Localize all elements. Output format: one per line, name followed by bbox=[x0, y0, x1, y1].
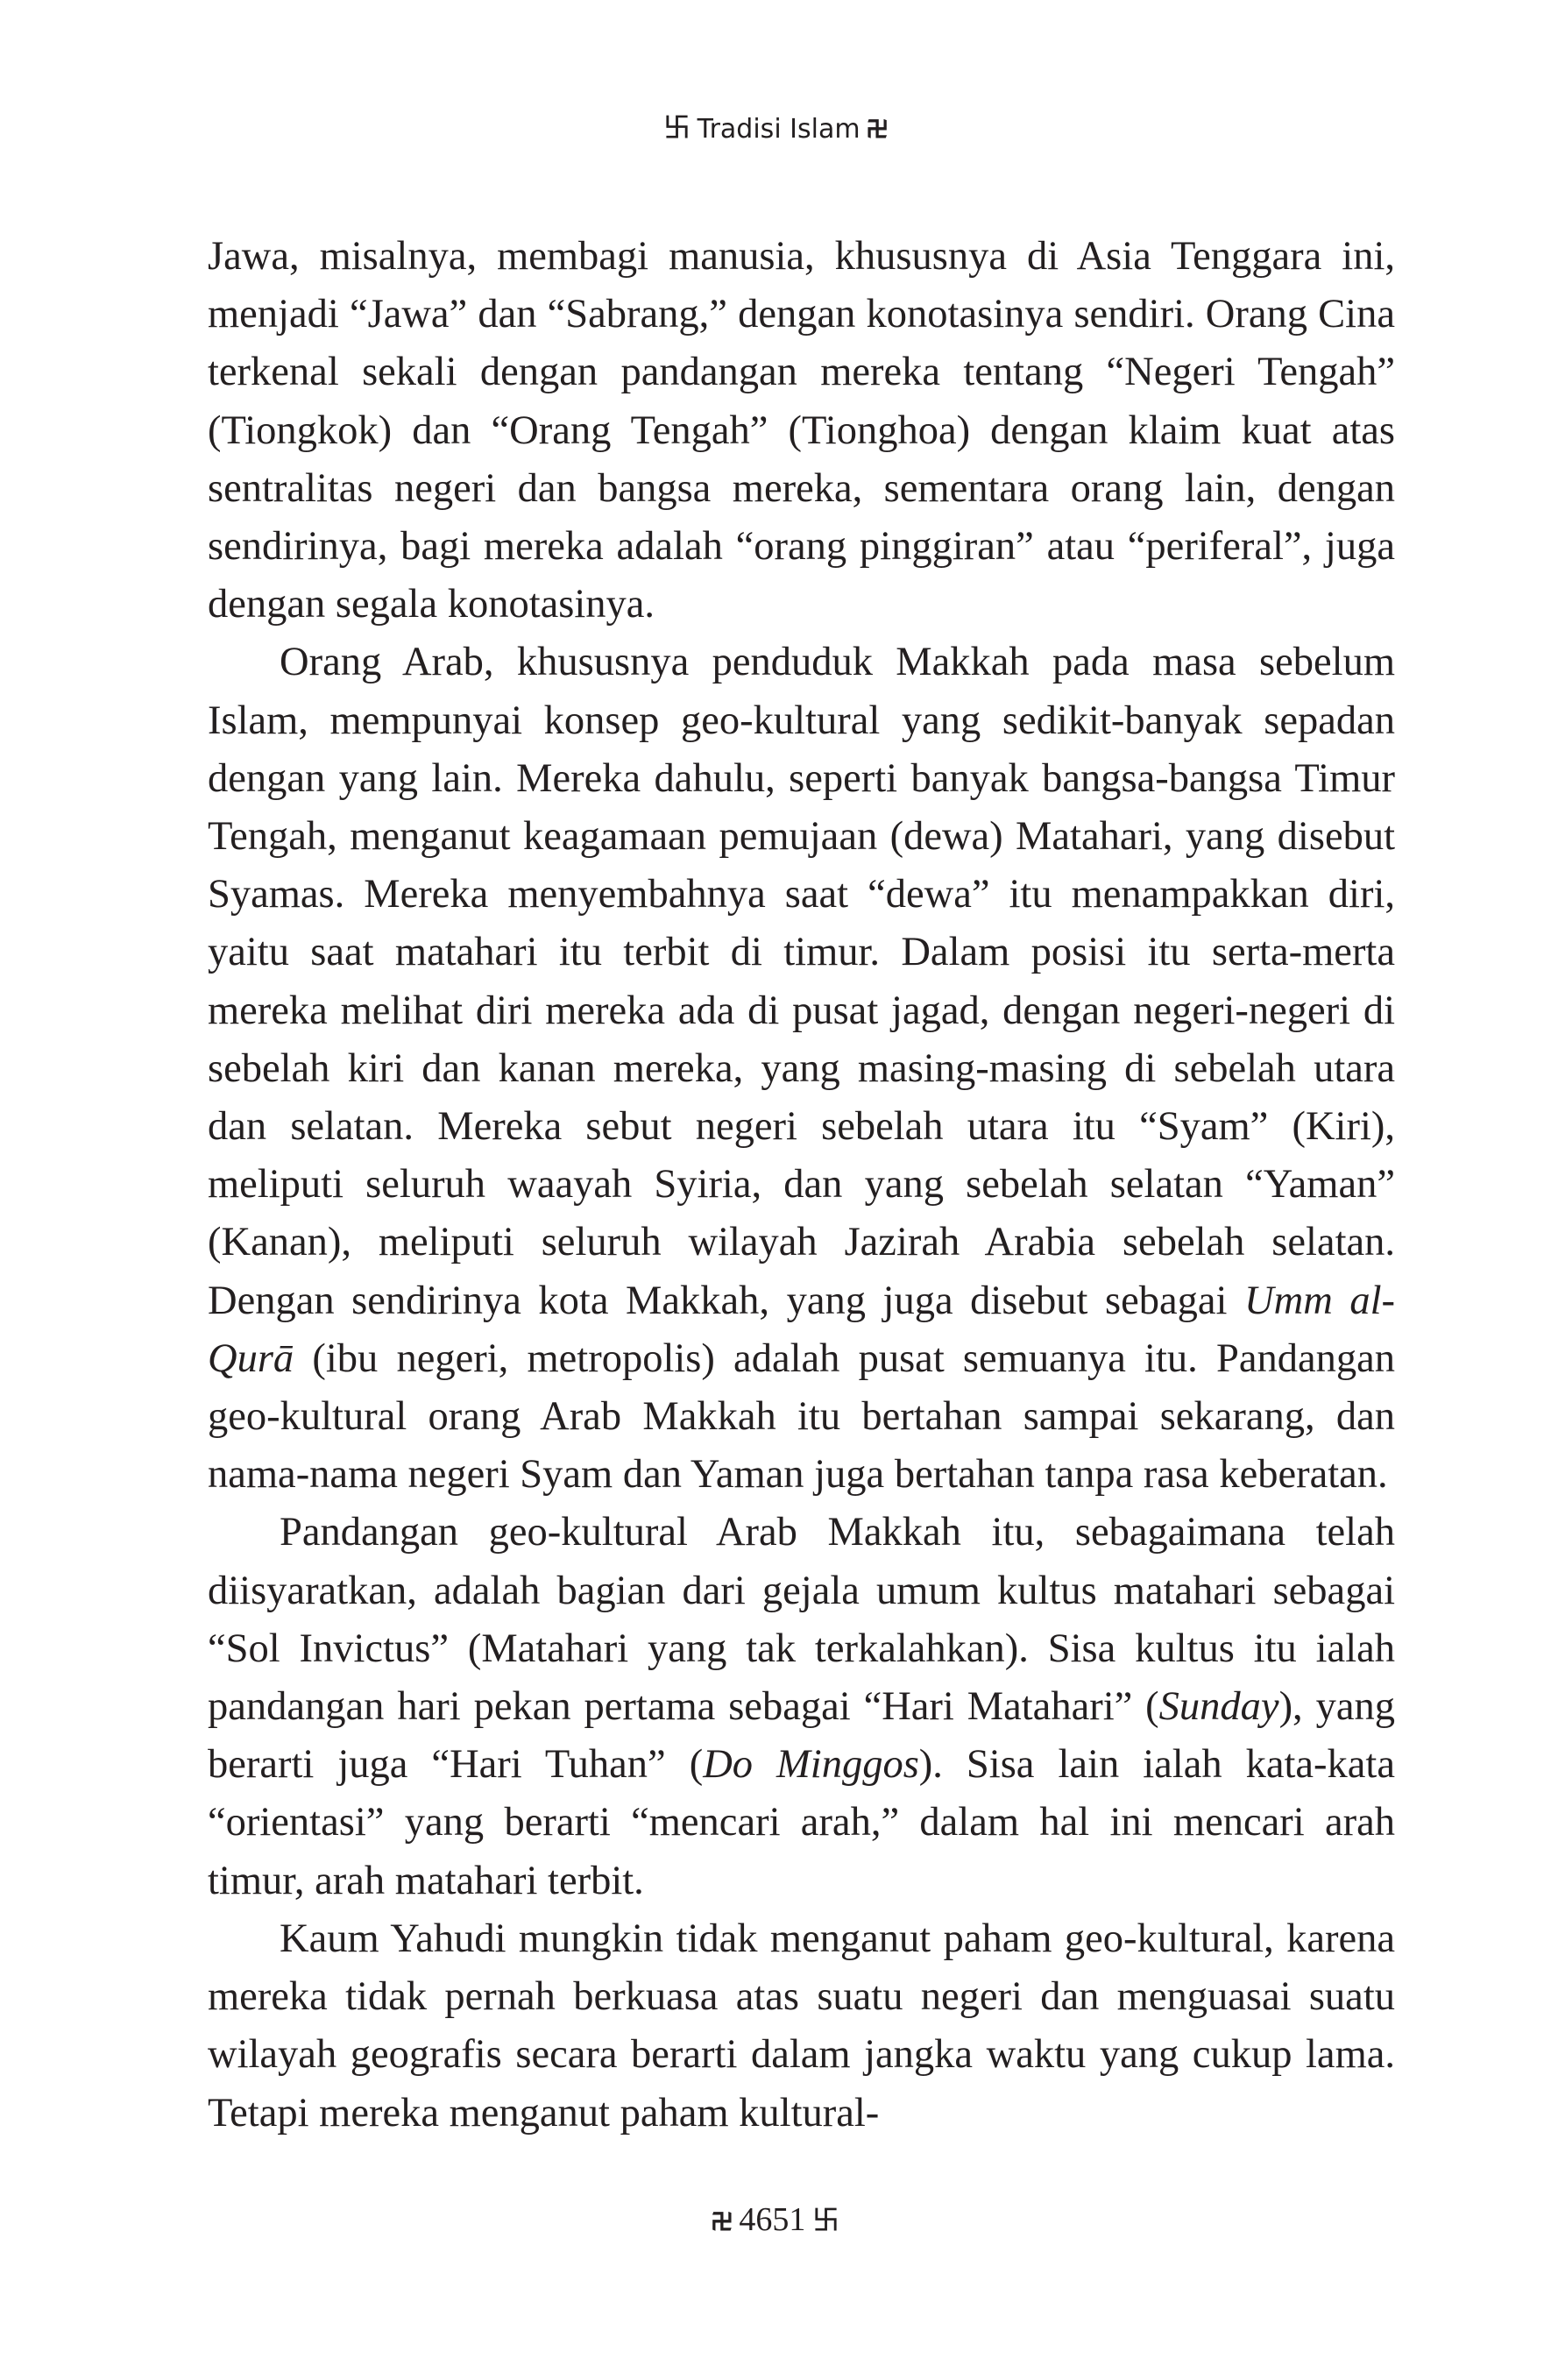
text-run: Kaum Yahudi mungkin tidak menganut paham geo-kultural, karena mereka tidak pernah berkuasa atas suatu negeri dan menguasai suatu wilayah geografis secara berarti dalam jangka waktu yang cukup lama. Tetapi mereka menganut paham kultural- bbox=[208, 1916, 1395, 2136]
text-run: Orang Arab, khususnya penduduk Makkah pada masa sebelum Islam, mempunyai konsep geo-kultural yang sedikit-banyak sepadan dengan yang lain. Mereka dahulu, seperti banyak bangsa-bangsa Timur Tengah, menganut keagamaan pemujaan (dewa) Matahari, yang disebut Syamas. Mereka menyembahnya saat “dewa” itu menampakkan diri, yaitu saat matahari itu terbit di timur. Dalam posisi itu serta-merta mereka melihat diri mereka ada di pusat jagad, dengan negeri-negeri di sebelah kiri dan kanan mereka, yang masing-masing di sebelah utara dan selatan. Mereka sebut negeri sebelah utara itu “Syam” (Kiri), meliputi seluruh waayah Syiria, dan yang sebelah selatan “Yaman” (Kanan), meliputi seluruh wilayah Jazirah Arabia sebelah selatan. Dengan sendirinya kota Makkah, yang juga disebut sebagai bbox=[208, 640, 1395, 1323]
page-number: 4651 bbox=[739, 2201, 806, 2238]
body-text bbox=[208, 228, 1395, 2143]
paragraph bbox=[208, 1504, 1395, 1909]
text-run: ), yang berarti juga “Hari Tuhan” ( bbox=[208, 1684, 1395, 1788]
text-run: ). Sisa lain ialah kata-kata “orientasi” yang berarti “mencari arah,” dalam hal ini mencari arah timur, arah matahari terbit. bbox=[208, 1742, 1395, 1903]
header-ornament-left-icon: ࿕ bbox=[663, 114, 691, 145]
footer-ornament-left-icon: ࿖ bbox=[712, 2206, 733, 2237]
page-footer bbox=[0, 2199, 1551, 2242]
header-ornament-right-icon: ࿖ bbox=[867, 114, 888, 145]
paragraph bbox=[208, 634, 1395, 1504]
paragraph bbox=[208, 1910, 1395, 2143]
italic-text: Sunday bbox=[1158, 1684, 1279, 1730]
italic-text: Do Minggos bbox=[703, 1742, 919, 1788]
running-header bbox=[0, 112, 1551, 147]
paragraph bbox=[208, 228, 1395, 634]
text-run: Jawa, misalnya, membagi manusia, khususnya di Asia Tenggara ini, menjadi “Jawa” dan “Sabrang,” dengan konotasinya sendiri. Orang Cina terkenal sekali dengan pandangan mereka tentang “Negeri Tengah” (Tiongkok) dan “Orang Tengah” (Tionghoa) dengan klaim kuat atas sentralitas negeri dan bangsa mereka, sementara orang lain, dengan sendirinya, bagi mereka adalah “orang pinggiran” atau “periferal”, juga dengan segala konotasinya. bbox=[208, 234, 1395, 627]
header-title: Tradisi Islam bbox=[697, 114, 860, 145]
footer-ornament-right-icon: ࿕ bbox=[812, 2206, 839, 2237]
italic-text: Umm al-Qurā bbox=[208, 1278, 1395, 1381]
text-run: (ibu negeri, metropolis) adalah pusat semuanya itu. Pandangan geo-kultural orang Arab Makkah itu bertahan sampai sekarang, dan nama-nama negeri Syam dan Yaman juga bertahan tanpa rasa keberatan. bbox=[208, 1335, 1395, 1498]
text-run: Pandangan geo-kultural Arab Makkah itu, sebagaimana telah diisyaratkan, adalah bagian dari gejala umum kultus matahari sebagai “Sol Invictus” (Matahari yang tak terkalahkan). Sisa kultus itu ialah pandangan hari pekan pertama sebagai “Hari Matahari” ( bbox=[208, 1510, 1395, 1730]
